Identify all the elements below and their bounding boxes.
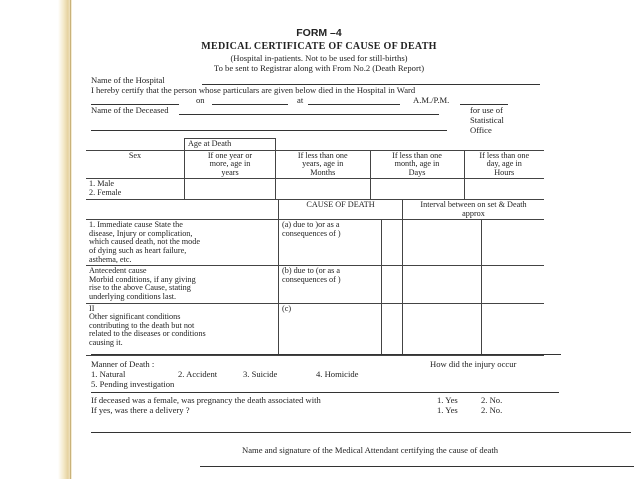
section-rule	[91, 130, 447, 131]
due-to-c: (c)	[279, 303, 382, 355]
office-use-2: Statistical	[470, 115, 504, 125]
office-use-1: for use of	[470, 105, 503, 115]
signature-line	[200, 466, 634, 467]
pregnancy-question: If deceased was a female, was pregnancy the death associated with	[91, 395, 321, 405]
manner-homicide: 4. Homicide	[316, 369, 359, 379]
cause-header: CAUSE OF DEATH	[279, 200, 403, 220]
cause-b-entry[interactable]	[382, 266, 403, 303]
manner-rule	[91, 354, 561, 355]
interval-c-cell-2[interactable]	[482, 303, 545, 355]
age-table	[86, 138, 544, 200]
cause-c-entry[interactable]	[382, 303, 403, 355]
other-conditions: II Other significant conditions contributing to the death but not related to the diseases or conditions causing it.	[86, 303, 279, 355]
ampm-label: A.M./P.M.	[413, 95, 450, 105]
sex-rows: 1. Male 2. Female	[86, 179, 185, 199]
age-at-death-header: Age at Death	[185, 139, 276, 151]
deceased-line	[179, 114, 439, 115]
manner-suicide: 3. Suicide	[243, 369, 278, 379]
interval-header: Interval between on set & Death approx	[403, 200, 545, 220]
signature-rule-top	[91, 432, 631, 433]
document-title: MEDICAL CERTIFICATE OF CAUSE OF DEATH	[201, 41, 437, 52]
age-col-hours: If less than one day, age in Hours	[464, 150, 544, 179]
age-col-months: If less than one years, age in Months	[276, 150, 371, 179]
delivery-yes: 1. Yes	[437, 405, 458, 415]
due-to-a: (a) due to )or as a consequences of )	[279, 220, 382, 266]
age-cell-hours[interactable]	[464, 179, 544, 199]
cause-of-death-table	[86, 199, 544, 356]
office-use-3: Office	[470, 125, 492, 135]
pregnancy-no: 2. No.	[481, 395, 503, 405]
manner-label: Manner of Death :	[91, 359, 155, 369]
subtitle-1: (Hospital in-patients. Not to be used for still-births)	[230, 53, 408, 63]
age-cell-days[interactable]	[370, 179, 464, 199]
on-label: on	[196, 95, 205, 105]
form-number: FORM –4	[296, 27, 342, 39]
female-rule	[91, 392, 559, 393]
interval-b-cell[interactable]	[403, 266, 482, 303]
injury-question: How did the injury occur	[430, 359, 517, 369]
interval-a-cell[interactable]	[403, 220, 482, 266]
manner-natural: 1. Natural	[91, 369, 126, 379]
certify-text: I hereby certify that the person whose particulars are given below died in the Hospital in Ward	[91, 85, 416, 95]
signature-label: Name and signature of the Medical Attendant certifying the cause of death	[242, 445, 499, 455]
hospital-label: Name of the Hospital	[91, 75, 165, 85]
antecedent-cause: Antecedent cause Morbid conditions, if any giving rise to the above Cause, stating underlying conditions last.	[86, 266, 279, 303]
cause-a-entry[interactable]	[382, 220, 403, 266]
deceased-label: Name of the Deceased	[91, 105, 169, 115]
immediate-cause: 1. Immediate cause State the disease, Injury or complication, which caused death, not the mode of dying such as heart failure, asthema, etc.	[86, 220, 279, 266]
delivery-question: If yes, was there a delivery ?	[91, 405, 190, 415]
age-cell-years[interactable]	[185, 179, 276, 199]
date-line	[212, 104, 288, 105]
manner-pending: 5. Pending investigation	[91, 379, 175, 389]
time-line	[308, 104, 400, 105]
interval-b-cell-2[interactable]	[482, 266, 545, 303]
interval-c-cell[interactable]	[403, 303, 482, 355]
manner-accident: 2. Accident	[178, 369, 218, 379]
delivery-no: 2. No.	[481, 405, 503, 415]
pregnancy-yes: 1. Yes	[437, 395, 458, 405]
age-cell-months[interactable]	[276, 179, 371, 199]
at-label: at	[297, 95, 304, 105]
age-col-days: If less than one month, age in Days	[370, 150, 464, 179]
age-col-years: If one year or more, age in years	[185, 150, 276, 179]
interval-a-cell-2[interactable]	[482, 220, 545, 266]
subtitle-2: To be sent to Registrar along with From No.2 (Death Report)	[213, 63, 425, 73]
due-to-b: (b) due to (or as a consequences of )	[279, 266, 382, 303]
sex-header: Sex	[86, 150, 185, 179]
